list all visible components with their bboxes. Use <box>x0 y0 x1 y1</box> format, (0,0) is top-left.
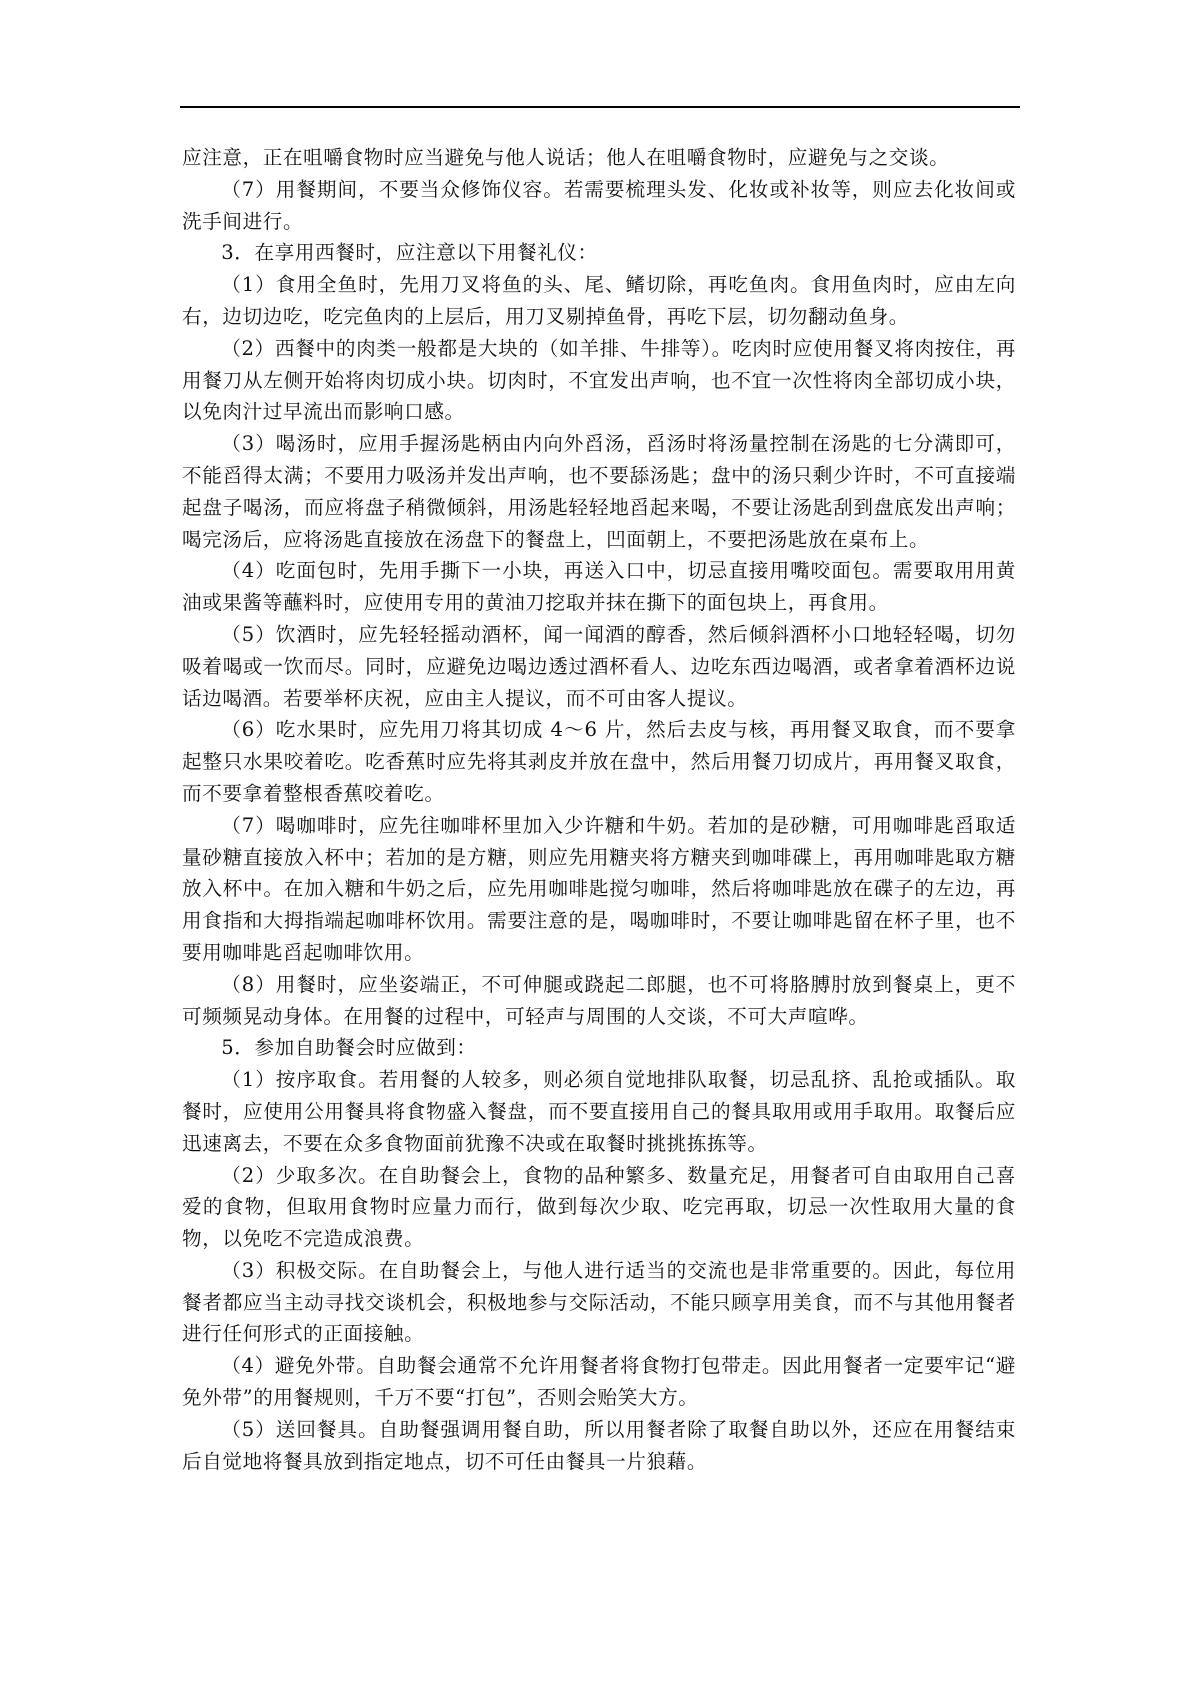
paragraph-item-6-fruit: （6）吃水果时，应先用刀将其切成 4～6 片，然后去皮与核，再用餐叉取食，而不要拿起整只水果咬着吃。吃香蕉时应先将其剥皮并放在盘中，然后用餐刀切成片，再用餐叉取食，而不要拿着整根香蕉咬着吃。 <box>182 718 1016 805</box>
body-text <box>182 142 1016 1477</box>
section-heading-buffet: 5．参加自助餐会时应做到： <box>221 1036 477 1060</box>
paragraph-continuation: 应注意，正在咀嚼食物时应当避免与他人说话；他人在咀嚼食物时，应避免与之交谈。 <box>182 146 950 169</box>
header-rule <box>180 106 1020 108</box>
paragraph-item-4-bread: （4）吃面包时，先用手撕下一小块，再送入口中，切忌直接用嘴咬面包。需要取用用黄油或果酱等蘸料时，应使用专用的黄油刀挖取并抹在撕下的面包块上，再食用。 <box>182 559 1016 615</box>
paragraph-buffet-2-portions: （2）少取多次。在自助餐会上，食物的品种繁多、数量充足，用餐者可自由取用自己喜爱的食物，但取用食物时应量力而行，做到每次少取、吃完再取，切忌一次性取用大量的食物，以免吃不完造成浪费。 <box>182 1163 1016 1251</box>
paragraph-buffet-3-socializing: （3）积极交际。在自助餐会上，与他人进行适当的交流也是非常重要的。因此，每位用餐者都应当主动寻找交谈机会，积极地参与交际活动，不能只顾享用美食，而不与其他用餐者进行任何形式的正面接触。 <box>182 1258 1016 1346</box>
paragraph-item-5-wine: （5）饮酒时，应先轻轻摇动酒杯，闻一闻酒的醇香，然后倾斜酒杯小口地轻轻喝，切勿吸着喝或一饮而尽。同时，应避免边喝边透过酒杯看人、边吃东西边喝酒，或者拿着酒杯边说话边喝酒。若要举杯庆祝，应由主人提议，而不可由客人提议。 <box>182 622 1016 710</box>
paragraph-buffet-4-takeaway: （4）避免外带。自助餐会通常不允许用餐者将食物打包带走。因此用餐者一定要牢记“避免外带”的用餐规则，千万不要“打包”，否则会贻笑大方。 <box>182 1354 1016 1410</box>
paragraph-item-8-posture: （8）用餐时，应坐姿端正，不可伸腿或跷起二郎腿，也不可将胳膊肘放到餐桌上，更不可频频晃动身体。在用餐的过程中，可轻声与周围的人交谈，不可大声喧哗。 <box>182 972 1016 1028</box>
paragraph-item-1-fish: （1）食用全鱼时，先用刀叉将鱼的头、尾、鳍切除，再吃鱼肉。食用鱼肉时，应由左向右，边切边吃，吃完鱼肉的上层后，用刀叉剔掉鱼骨，再吃下层，切勿翻动鱼身。 <box>182 273 1016 328</box>
paragraph-item-2-meat: （2）西餐中的肉类一般都是大块的（如羊排、牛排等）。吃肉时应使用餐叉将肉按住，再用餐刀从左侧开始将肉切成小块。切肉时，不宜发出声响，也不宜一次性将肉全部切成小块，以免肉汁过早流出而影响口感。 <box>182 336 1016 424</box>
paragraph-item-7-grooming: （7）用餐期间，不要当众修饰仪容。若需要梳理头发、化妆或补妆等，则应去化妆间或洗手间进行。 <box>182 177 1016 233</box>
paragraph-item-3-soup: （3）喝汤时，应用手握汤匙柄由内向外舀汤，舀汤时将汤量控制在汤匙的七分满即可，不能舀得太满；不要用力吸汤并发出声响，也不要舔汤匙；盘中的汤只剩少许时，不可直接端起盘子喝汤，而应将盘子稍微倾斜，用汤匙轻轻地舀起来喝，不要让汤匙刮到盘底发出声响；喝完汤后，应将汤匙直接放在汤盘下的餐盘上，凹面朝上，不要把汤匙放在桌布上。 <box>182 432 1016 551</box>
paragraph-buffet-5-return-tableware: （5）送回餐具。自助餐强调用餐自助，所以用餐者除了取餐自助以外，还应在用餐结束后自觉地将餐具放到指定地点，切不可任由餐具一片狼藉。 <box>182 1417 1016 1473</box>
paragraph-buffet-1-order: （1）按序取食。若用餐的人较多，则必须自觉地排队取餐，切忌乱挤、乱抢或插队。取餐时，应使用公用餐具将食物盛入餐盘，而不要直接用自己的餐具取用或用手取用。取餐后应迅速离去，不要在众多食物面前犹豫不决或在取餐时挑挑拣拣等。 <box>182 1068 1016 1155</box>
paragraph-item-7-coffee: （7）喝咖啡时，应先往咖啡杯里加入少许糖和牛奶。若加的是砂糖，可用咖啡匙舀取适量砂糖直接放入杯中；若加的是方糖，则应先用糖夹将方糖夹到咖啡碟上，再用咖啡匙取方糖放入杯中。在加入糖和牛奶之后，应先用咖啡匙搅匀咖啡，然后将咖啡匙放在碟子的左边，再用食指和大拇指端起咖啡杯饮用。需要注意的是，喝咖啡时，不要让咖啡匙留在杯子里，也不要用咖啡匙舀起咖啡饮用。 <box>182 813 1016 964</box>
section-heading-western-dining: 3．在享用西餐时，应注意以下用餐礼仪： <box>221 241 598 265</box>
